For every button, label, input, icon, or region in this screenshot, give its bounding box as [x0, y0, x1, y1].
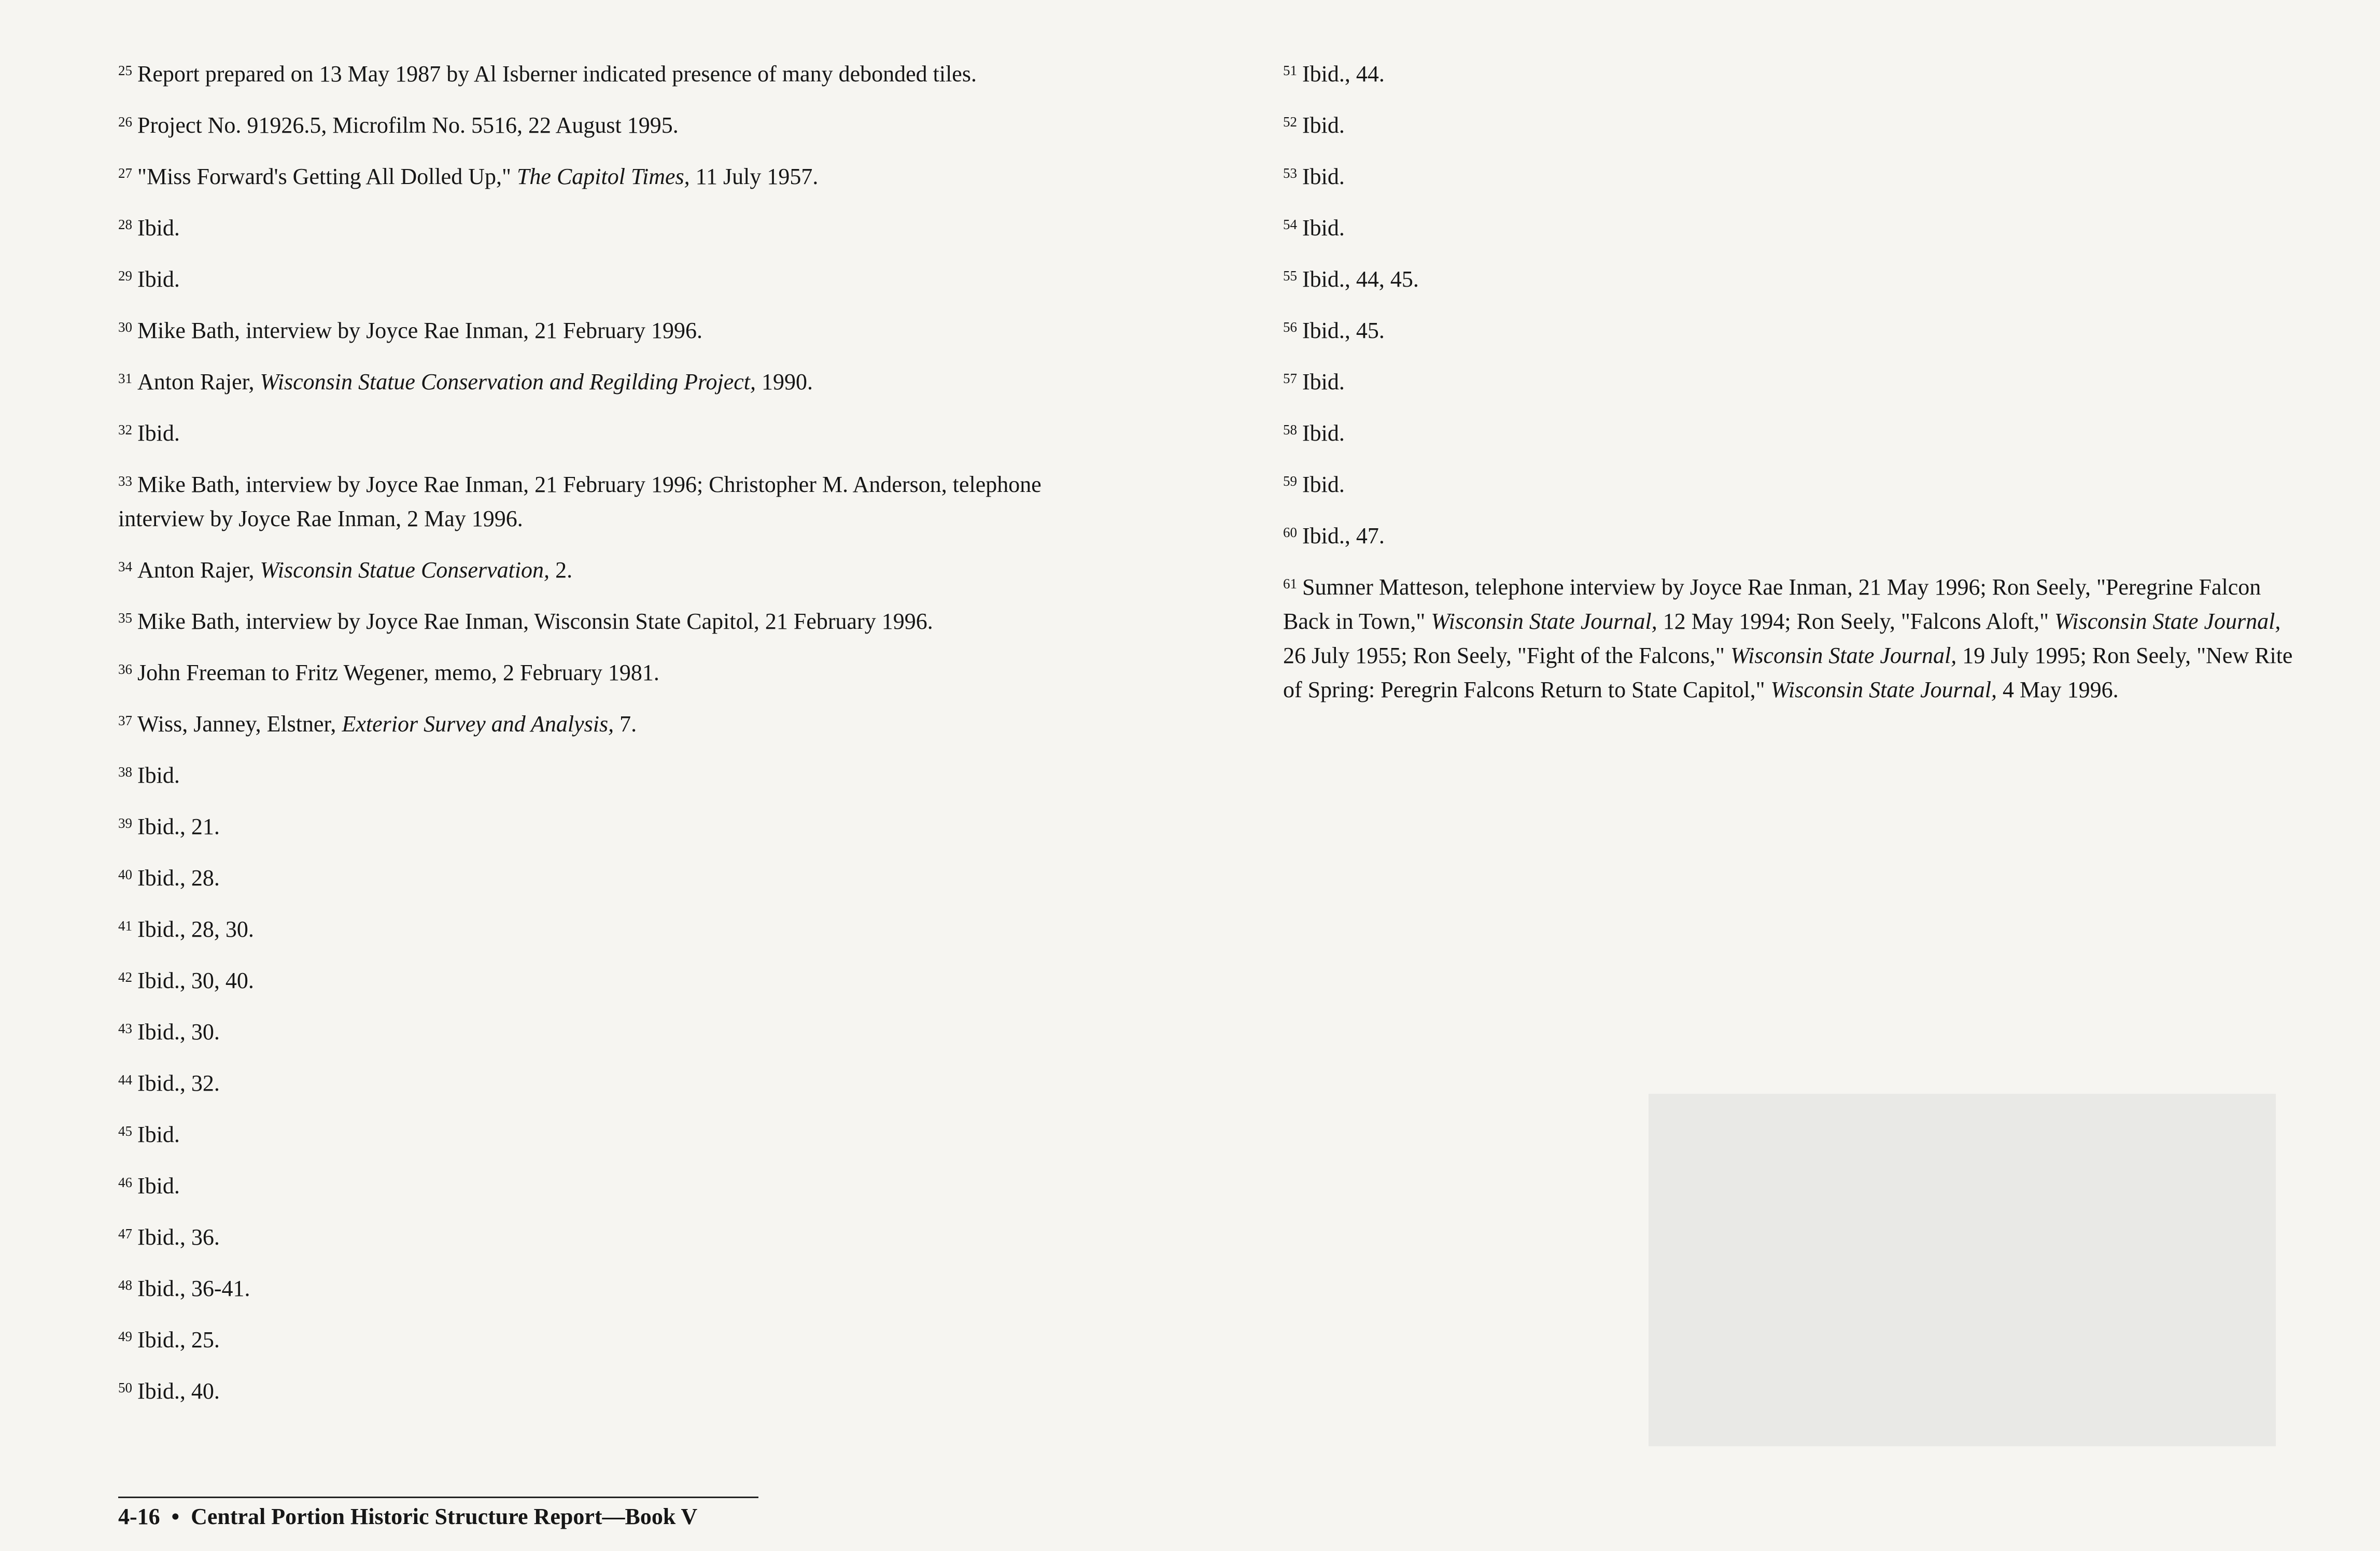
endnote-number: 58 [1283, 422, 1297, 438]
endnote-34 [118, 553, 1077, 587]
endnote-number: 57 [1283, 371, 1297, 386]
endnote-number: 31 [118, 371, 132, 386]
endnote-number: 48 [118, 1277, 132, 1293]
endnote-text: 2. [550, 557, 573, 583]
endnote-number: 44 [118, 1072, 132, 1088]
endnote-38 [118, 758, 1077, 793]
endnote-text: Report prepared on 13 May 1987 by Al Isberner indicated presence of many debonded tiles. [137, 61, 977, 87]
endnote-number: 61 [1283, 576, 1297, 591]
endnote-44 [118, 1066, 1077, 1101]
endnote-text: 26 July 1955; Ron Seely, "Fight of the Falcons," [1283, 643, 1730, 668]
endnote-number: 50 [118, 1380, 132, 1395]
endnote-49 [118, 1323, 1077, 1357]
endnote-text: Mike Bath, interview by Joyce Rae Inman, 21 February 1996; Christopher M. Anderson, telephone interview by Joyce Rae Inman, 2 May 1996. [118, 472, 1041, 531]
endnote-text: Ibid., 28, 30. [137, 917, 254, 942]
endnote-text: Ibid. [137, 763, 180, 788]
endnote-46 [118, 1169, 1077, 1203]
endnote-26 [118, 108, 1077, 143]
endnote-36 [118, 656, 1077, 690]
endnote-number: 33 [118, 473, 132, 489]
endnote-text: Ibid. [137, 215, 180, 241]
endnote-text: Ibid. [137, 266, 180, 292]
endnote-text: Ibid. [1302, 112, 1345, 138]
endnote-text: Ibid., 45. [1302, 318, 1385, 343]
endnote-text: Ibid., 25. [137, 1327, 220, 1352]
endnote-31 [118, 365, 1077, 399]
endnote-text: Ibid., 36. [137, 1224, 220, 1250]
endnote-text: Mike Bath, interview by Joyce Rae Inman, 21 February 1996. [137, 318, 702, 343]
endnote-text: Ibid., 44. [1302, 61, 1385, 87]
endnote-text: 11 July 1957. [689, 164, 819, 189]
endnote-56 [1283, 314, 2299, 348]
endnote-text: Ibid. [1302, 369, 1345, 394]
endnote-number: 55 [1283, 268, 1297, 284]
endnote-text: 7. [614, 711, 637, 737]
endnote-number: 32 [118, 422, 132, 438]
footer-separator: • [171, 1504, 180, 1529]
endnote-number: 39 [118, 815, 132, 831]
endnote-title-italic: Wisconsin Statue Conservation, [260, 557, 550, 583]
endnote-39 [118, 810, 1077, 844]
endnote-title-italic: Wisconsin State Journal, [1730, 643, 1957, 668]
bleed-through-photo [1649, 1094, 2276, 1446]
endnote-27 [118, 160, 1077, 194]
endnote-text: 12 May 1994; Ron Seely, "Falcons Aloft," [1657, 609, 2055, 634]
endnote-28 [118, 211, 1077, 245]
endnote-48 [118, 1272, 1077, 1306]
endnote-number: 42 [118, 969, 132, 985]
endnote-30 [118, 314, 1077, 348]
endnote-text: Ibid., 47. [1302, 523, 1385, 548]
endnote-text: 4 May 1996. [1996, 677, 2119, 702]
endnote-text: Wiss, Janney, Elstner, [137, 711, 342, 737]
endnote-number: 37 [118, 713, 132, 728]
endnote-text: Ibid., 40. [137, 1378, 220, 1404]
page-number: 4-16 [118, 1504, 160, 1529]
endnote-number: 28 [118, 217, 132, 232]
endnote-text: "Miss Forward's Getting All Dolled Up," [137, 164, 517, 189]
endnote-number: 47 [118, 1226, 132, 1242]
endnote-text: Ibid. [1302, 472, 1345, 497]
endnote-title-italic: Wisconsin State Journal, [2054, 609, 2281, 634]
endnote-55 [1283, 262, 2299, 297]
endnote-number: 36 [118, 661, 132, 677]
endnote-45 [118, 1118, 1077, 1152]
endnote-title-italic: Wisconsin State Journal, [1770, 677, 1997, 702]
endnote-text: Ibid. [1302, 420, 1345, 446]
endnote-text: Ibid. [137, 1122, 180, 1147]
endnote-37 [118, 707, 1077, 741]
footer-rule [118, 1497, 758, 1498]
endnote-42 [118, 964, 1077, 998]
endnote-58 [1283, 416, 2299, 450]
endnote-53 [1283, 160, 2299, 194]
endnote-text: John Freeman to Fritz Wegener, memo, 2 February 1981. [137, 660, 659, 685]
book-title: Central Portion Historic Structure Report—Book V [191, 1504, 698, 1529]
endnote-text: Ibid. [1302, 215, 1345, 241]
endnote-number: 60 [1283, 525, 1297, 540]
endnote-number: 35 [118, 610, 132, 626]
endnote-title-italic: Exterior Survey and Analysis, [342, 711, 614, 737]
endnote-number: 52 [1283, 114, 1297, 130]
endnote-number: 59 [1283, 473, 1297, 489]
endnote-35 [118, 604, 1077, 639]
endnote-text: Ibid., 30, 40. [137, 968, 254, 993]
endnote-number: 54 [1283, 217, 1297, 232]
endnote-number: 26 [118, 114, 132, 130]
endnote-text: Ibid. [137, 1173, 180, 1198]
endnote-number: 41 [118, 918, 132, 934]
endnote-text: Ibid., 32. [137, 1070, 220, 1096]
endnote-text: Ibid., 44, 45. [1302, 266, 1419, 292]
endnote-33 [118, 468, 1077, 536]
endnote-title-italic: The Capitol Times, [516, 164, 690, 189]
endnote-number: 46 [118, 1175, 132, 1190]
endnote-number: 38 [118, 764, 132, 780]
page-footer [118, 1503, 697, 1530]
endnote-32 [118, 416, 1077, 450]
endnote-title-italic: Wisconsin State Journal, [1431, 609, 1657, 634]
endnote-54 [1283, 211, 2299, 245]
endnote-number: 45 [118, 1123, 132, 1139]
endnote-number: 56 [1283, 319, 1297, 335]
endnote-43 [118, 1015, 1077, 1049]
endnote-50 [118, 1374, 1077, 1408]
endnote-number: 25 [118, 63, 132, 78]
endnote-text: 19 July 1995; Ron Seely, "New Rite of Spring: Peregrin Falcons Return to State Capitol," [1283, 643, 2293, 702]
endnote-number: 29 [118, 268, 132, 284]
endnote-number: 30 [118, 319, 132, 335]
endnote-text: Mike Bath, interview by Joyce Rae Inman, Wisconsin State Capitol, 21 February 1996. [137, 609, 933, 634]
endnote-51 [1283, 57, 2299, 91]
endnote-text: Ibid., 30. [137, 1019, 220, 1045]
endnote-47 [118, 1220, 1077, 1254]
endnote-text: Project No. 91926.5, Microfilm No. 5516, 22 August 1995. [137, 112, 679, 138]
endnote-61 [1283, 570, 2299, 707]
endnote-41 [118, 912, 1077, 947]
endnote-text: Ibid. [1302, 164, 1345, 189]
endnote-59 [1283, 468, 2299, 502]
endnote-25 [118, 57, 1077, 91]
endnote-text: Sumner Matteson, telephone interview by Joyce Rae Inman, 21 May 1996; Ron Seely, "Peregrine Falcon Back in Town," [1283, 574, 2261, 634]
endnote-52 [1283, 108, 2299, 143]
endnote-text: Ibid., 28. [137, 865, 220, 891]
endnote-text: Anton Rajer, [137, 369, 260, 394]
endnote-text: Ibid., 21. [137, 814, 220, 839]
endnote-number: 27 [118, 165, 132, 181]
endnote-text: Ibid. [137, 420, 180, 446]
endnote-40 [118, 861, 1077, 895]
endnote-number: 49 [118, 1329, 132, 1344]
endnote-number: 40 [118, 867, 132, 882]
endnote-text: 1990. [756, 369, 813, 394]
endnote-number: 34 [118, 559, 132, 574]
endnote-number: 43 [118, 1021, 132, 1036]
endnote-29 [118, 262, 1077, 297]
endnote-number: 51 [1283, 63, 1297, 78]
endnote-title-italic: Wisconsin Statue Conservation and Regilding Project, [260, 369, 756, 394]
endnote-57 [1283, 365, 2299, 399]
endnote-number: 53 [1283, 165, 1297, 181]
endnote-text: Ibid., 36-41. [137, 1276, 250, 1301]
endnote-60 [1283, 519, 2299, 553]
endnote-text: Anton Rajer, [137, 557, 260, 583]
